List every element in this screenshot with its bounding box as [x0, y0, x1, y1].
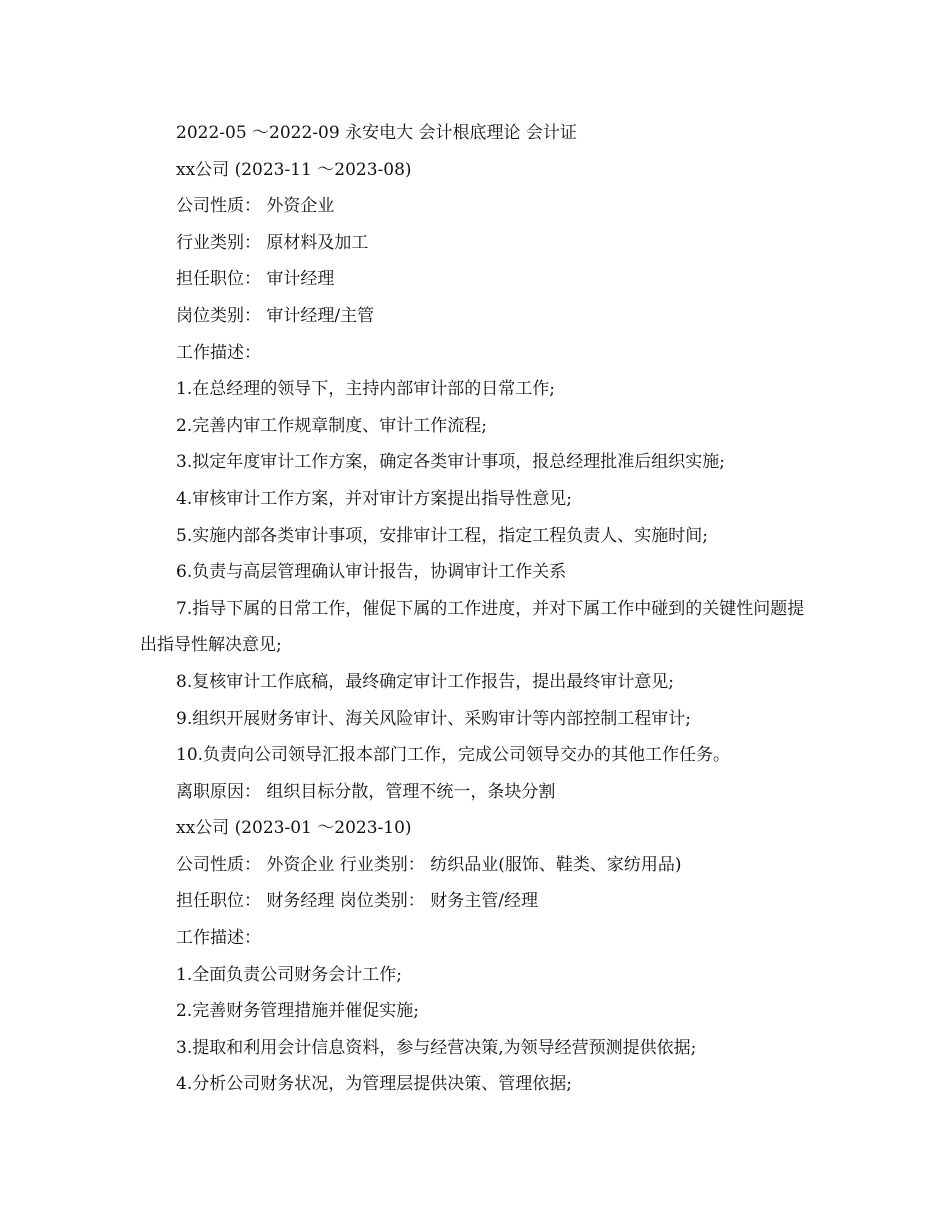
company-2-nature-industry: 公司性质： 外资企业 行业类别： 纺织品业(服饰、鞋类、家纺用品) [176, 854, 682, 875]
education-entry: 2022-05 ～2022-09 永安电大 会计根底理论 会计证 [176, 123, 577, 143]
company-1-duty-7: 7.指导下属的日常工作，催促下属的工作进度，并对下属工作中碰到的关键性问题提出指导性解决意见; [140, 598, 805, 656]
company-1-duty-4: 4.审核审计工作方案，并对审计方案提出指导性意见; [176, 488, 572, 509]
company-2-header: xx公司 (2023-01 ～2023-10) [176, 818, 412, 839]
company-2-job-description-heading: 工作描述： [176, 928, 261, 949]
company-2-duty-2: 2.完善财务管理措施并催促实施; [176, 1001, 419, 1022]
company-2-position-category: 担任职位： 财务经理 岗位类别： 财务主管/经理 [176, 891, 538, 912]
company-1-duty-2: 2.完善内审工作规章制度、审计工作流程; [176, 415, 487, 436]
company-1-duty-1: 1.在总经理的领导下，主持内部审计部的日常工作; [176, 379, 555, 400]
company-2-duty-1: 1.全面负责公司财务会计工作; [176, 964, 402, 985]
resume-body [140, 115, 820, 1103]
company-1-leave-reason: 离职原因： 组织目标分散，管理不统一，条块分割 [176, 781, 556, 802]
company-1-duty-3: 3.拟定年度审计工作方案，确定各类审计事项，报总经理批准后组织实施; [176, 452, 725, 473]
company-1-industry: 行业类别： 原材料及加工 [176, 232, 369, 253]
company-1-duty-6: 6.负责与高层管理确认审计报告，协调审计工作关系 [176, 562, 567, 583]
company-1-duty-9: 9.组织开展财务审计、海关风险审计、采购审计等内部控制工程审计; [176, 708, 691, 729]
company-1-header: xx公司 (2023-11 ～2023-08) [176, 159, 412, 180]
company-1-job-category: 岗位类别： 审计经理/主管 [176, 305, 375, 326]
company-2-duty-3: 3.提取和利用会计信息资料，参与经营决策,为领导经营预测提供依据; [176, 1037, 697, 1058]
company-1-job-description-heading: 工作描述： [176, 342, 261, 363]
company-2-duty-4: 4.分析公司财务状况，为管理层提供决策、管理依据; [176, 1074, 572, 1095]
company-1-duty-10: 10.负责向公司领导汇报本部门工作，完成公司领导交办的其他工作任务。 [176, 745, 731, 766]
company-1-duty-8: 8.复核审计工作底稿，最终确定审计工作报告，提出最终审计意见; [176, 671, 674, 692]
company-1-position: 担任职位： 审计经理 [176, 269, 335, 290]
company-1-duty-5: 5.实施内部各类审计事项，安排审计工程，指定工程负责人、实施时间; [176, 525, 708, 546]
company-1-nature: 公司性质： 外资企业 [176, 196, 335, 217]
